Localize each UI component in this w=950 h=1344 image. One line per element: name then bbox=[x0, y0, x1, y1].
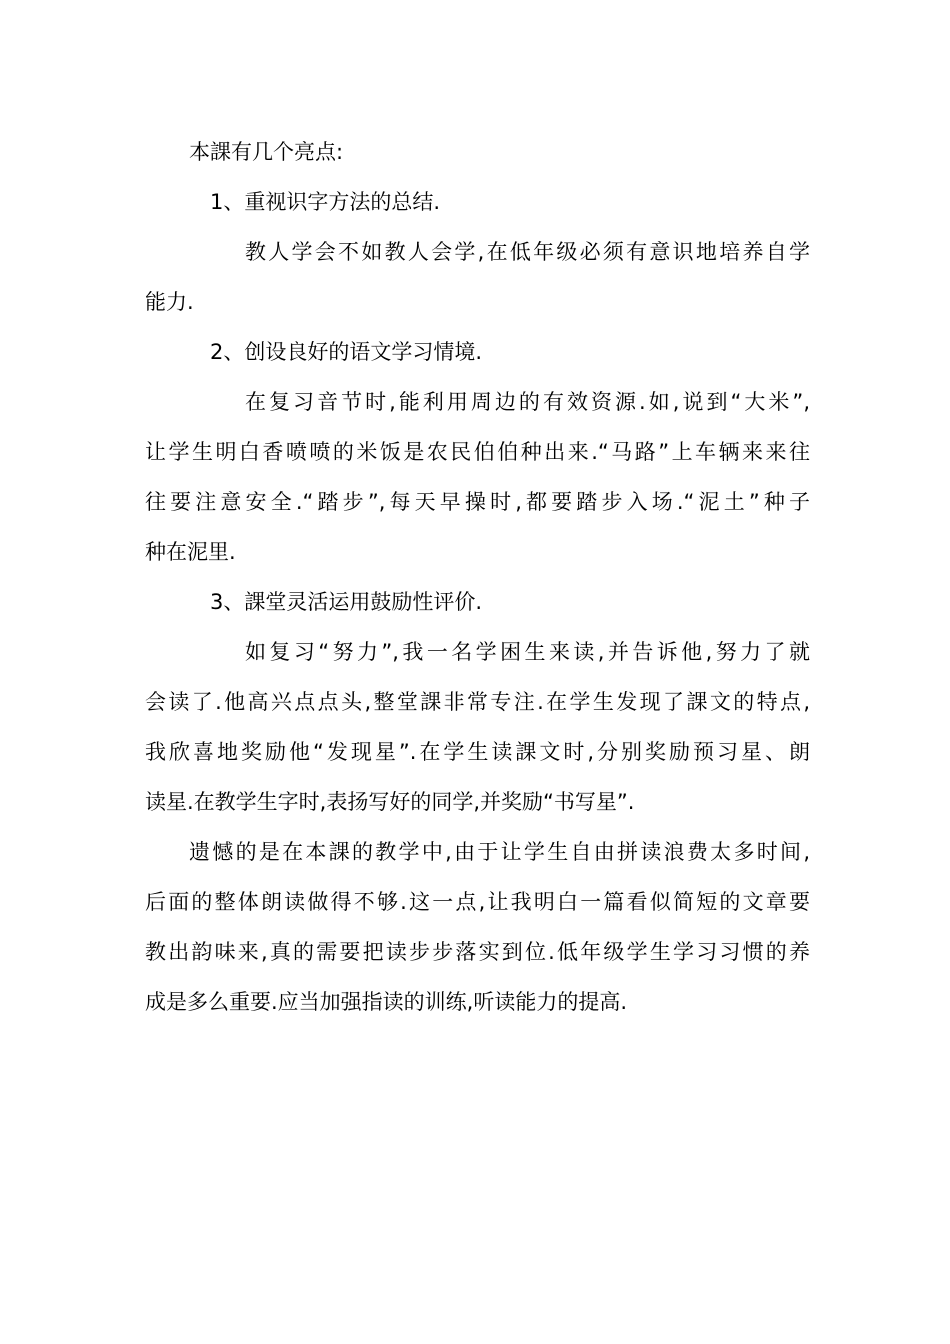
point-3-line-4: 读星.在教学生字时,表扬写好的同学,并奖励“书写星”. bbox=[145, 790, 635, 814]
point-2-line-4: 种在泥里. bbox=[145, 540, 236, 564]
point-2-line-3: 往要注意安全.“踏步”,每天早操时,都要踏步入场.“泥土”种子 bbox=[145, 490, 810, 514]
point-2-heading: 2、创设良好的语文学习情境. bbox=[210, 340, 483, 364]
point-1-line-1: 教人学会不如教人会学,在低年级必须有意识地培养自学 bbox=[245, 240, 810, 264]
point-2-line-2: 让学生明白香喷喷的米饭是农民伯伯种出来.“马路”上车辆来来往 bbox=[145, 440, 810, 464]
point-3-line-3: 我欣喜地奖励他“发现星”.在学生读課文时,分别奖励预习星、朗 bbox=[145, 740, 810, 764]
point-2-line-1: 在复习音节时,能利用周边的有效资源.如,说到“大米”, bbox=[245, 390, 810, 414]
point-3-heading: 3、課堂灵活运用鼓励性评价. bbox=[210, 590, 483, 614]
conclusion-line-4: 成是多么重要.应当加强指读的训练,听读能力的提高. bbox=[145, 990, 628, 1014]
point-1-line-2: 能力. bbox=[145, 290, 194, 314]
conclusion-line-1: 遗憾的是在本課的教学中,由于让学生自由拼读浪费太多时间, bbox=[189, 840, 810, 864]
point-3-line-1: 如复习“努力”,我一名学困生来读,并告诉他,努力了就 bbox=[245, 640, 810, 664]
intro-line: 本課有几个亮点: bbox=[189, 140, 344, 164]
conclusion-line-2: 后面的整体朗读做得不够.这一点,让我明白一篇看似简短的文章要 bbox=[145, 890, 810, 914]
point-1-heading: 1、重视识字方法的总结. bbox=[210, 190, 441, 214]
point-3-line-2: 会读了.他高兴点点头,整堂課非常专注.在学生发现了課文的特点, bbox=[145, 690, 810, 714]
conclusion-line-3: 教出韵味来,真的需要把读步步落实到位.低年级学生学习习惯的养 bbox=[145, 940, 810, 964]
